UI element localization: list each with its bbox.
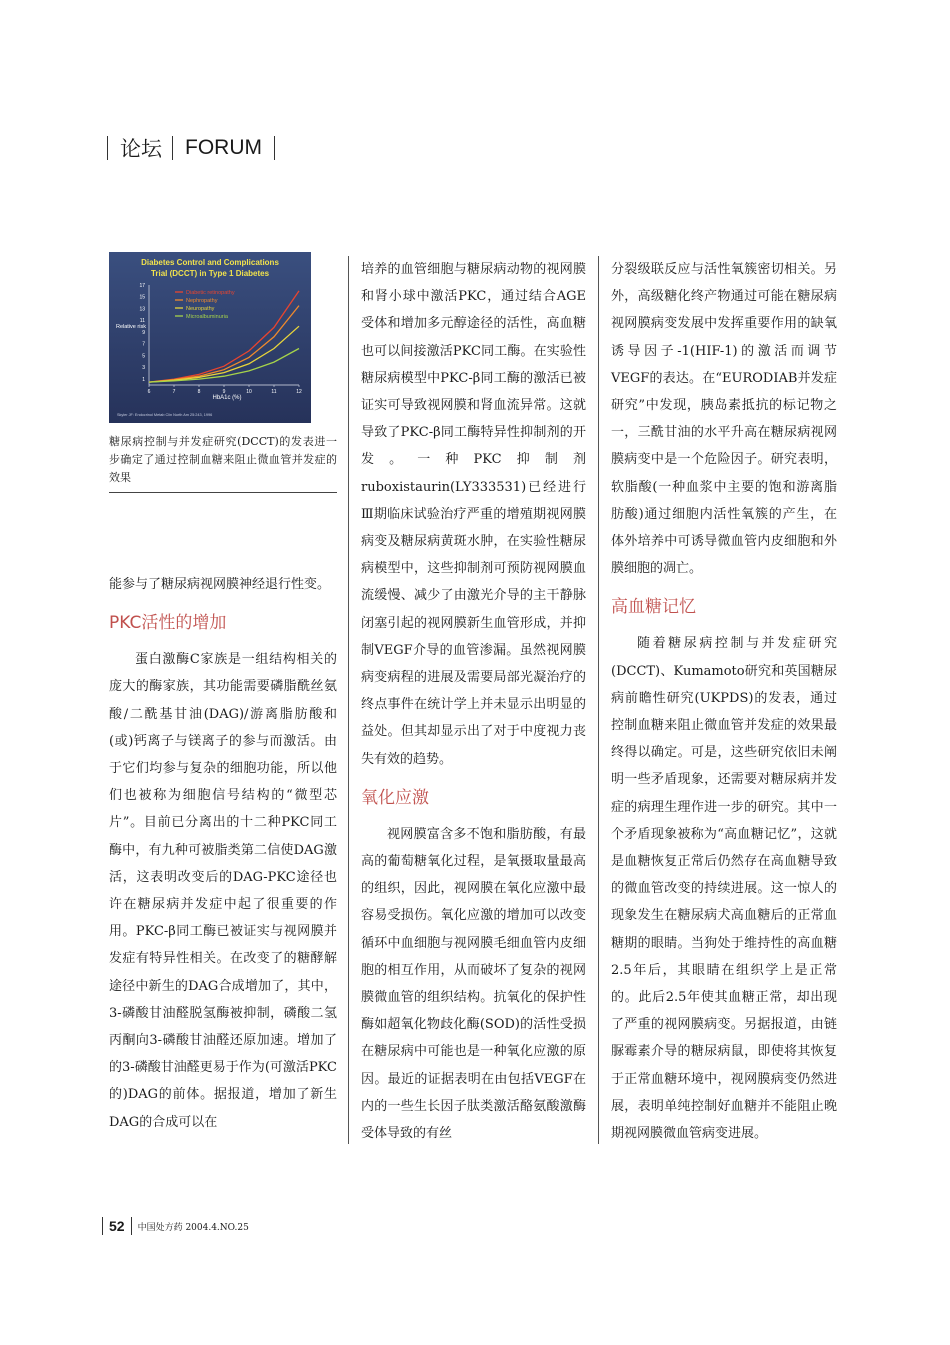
text-column-1 [109,571,337,1136]
page-footer [102,1215,249,1237]
chart-legend-label: Nephropathy [186,298,218,304]
chart-legend-label: Diabetic retinopathy [186,290,235,296]
text-column-2 [361,256,586,1147]
chart-y-tick-label: 1 [142,376,145,383]
chart-y-tick-label: 13 [139,306,145,313]
paragraph: 视网膜富含多不饱和脂肪酸，有最高的葡萄糖氧化过程，是氧摄取量最高的组织，因此，视网膜在氧化应激中最容易受损伤。氧化应激的增加可以改变循环中血细胞与视网膜毛细血管内皮细胞的相互作用，从而破坏了复杂的视网膜微血管的组织结构。抗氧化的保护性酶如超氧化物歧化酶(SOD)的活性受损在糖尿病中可能也是一种氧化应激的原因。最近的证据表明在由包括VEGF在内的一些生长因子肽类激活酪氨酸激酶受体导致的有丝 [361,826,586,1142]
chart-source-note: Skyler JF: Endocrinol Metab Clin North Am 25:243, 1996 [117,413,213,417]
section-title-cn: 论坛 [120,137,162,161]
chart-y-tick-label: 11 [139,318,145,325]
journal-info: 中国处方药 2004.4.NO.25 [137,1222,249,1233]
divider [131,1217,132,1235]
section-heading-oxidative-stress: 氧化应激 [361,787,429,808]
chart-y-axis-label: Relative risk [116,324,146,330]
paragraph: 能参与了糖尿病视网膜神经退行性变。 [109,577,331,592]
column-rule [348,256,349,1144]
chart-y-tick-label: 9 [142,329,145,336]
chart-x-tick-label: 6 [147,389,151,395]
chart-x-tick-label: 9 [222,389,226,395]
dcct-chart-figure [109,252,311,423]
paragraph: 随着糖尿病控制与并发症研究(DCCT)、Kumamoto研究和英国糖尿病前瞻性研究(UKPDS)的发表，通过控制血糖来阻止微血管并发症的效果最终得以确定。可是，这些研究依旧未阐明一些矛盾现象，还需要对糖尿病并发症的病理生理作进一步的研究。其中一个矛盾现象被称为“高血糖记忆”，这就是血糖恢复正常后仍然存在高血糖导致的微血管改变的持续进展。这一惊人的现象发生在糖尿病犬高血糖后的正常血糖期的眼睛。当狗处于维持性的高血糖2.5年后，其眼睛在组织学上是正常的。此后2.5年使其血糖正常，却出现了严重的视网膜病变。另据报道，由链脲霉素介导的糖尿病鼠，即使将其恢复于正常血糖环境中，视网膜病变仍然进展，表明单纯控制好血糖并不能阻止晚期视网膜微血管病变进展。 [611,636,837,1142]
chart-x-tick-label: 12 [296,389,302,395]
divider [102,1217,103,1235]
page-number: 52 [109,1218,125,1234]
section-heading-hyperglycemic-memory: 高血糖记忆 [611,597,696,618]
chart-x-tick-label: 7 [172,389,176,395]
section-title-en: FORUM [185,136,262,159]
paragraph: 培养的血管细胞与糖尿病动物的视网膜和肾小球中激活PKC，通过结合AGE受体和增加多元醇途径的活性，高血糖也可以间接激活PKC同工酶。在实验性糖尿病模型中PKC-β同工酶的激活已被证实可导致视网膜和肾血流异常。这就导致了PKC-β同工酶特异性抑制剂的开发。一种PKC抑制剂ruboxistaurin(LY333531)已经进行Ⅲ期临床试验治疗严重的增殖期视网膜病变及糖尿病黄斑水肿，在实验性糖尿病模型中，这些抑制剂可预防视网膜血流缓慢、减少了由激光介导的主干静脉闭塞引起的视网膜新生血管形成，并抑制VEGF介导的血管渗漏。虽然视网膜病变病程的进展及需要局部光凝治疗的终点事件在统计学上并未显示出明显的益处。但其却显示出了对于中度视力丧失有效的趋势。 [361,262,586,767]
paragraph: 蛋白激酶C家族是一组结构相关的庞大的酶家族，其功能需要磷脂酰丝氨酸/二酰基甘油(DAG)/游离脂肪酸和(或)钙离子与镁离子的参与而激活。由于它们均参与复杂的细胞功能，所以他们也被称为细胞信号结构的“微型芯片”。目前已分离出的十二种PKC同工酶中，有九种可被脂类第二信使DAG激活，这表明改变后的DAG-PKC途径也许在糖尿病并发症中起了很重要的作用。PKC-β同工酶已被证实与视网膜并发症有特异性相关。在改变了的糖酵解途径中新生的DAG合成增加了，其中，3-磷酸甘油醛脱氢酶被抑制，磷酸二氢丙酮向3-磷酸甘油醛还原加速。增加了的3-磷酸甘油醛更易于作为(可激活PKC的)DAG的前体。据报道，增加了新生DAG的合成可以在 [109,652,337,1130]
chart-title-line1: Diabetes Control and Complications [141,258,279,267]
dcct-chart [109,252,311,423]
chart-y-tick-label: 15 [139,294,145,301]
chart-x-tick-label: 11 [271,389,277,395]
divider [274,136,275,160]
section-heading-pkc: PKC活性的增加 [109,613,227,634]
chart-legend-label: Microalbuminuria [186,314,228,320]
chart-y-tick-label: 3 [142,365,145,372]
section-header [107,134,275,162]
chart-x-axis-label: HbA1c (%) [212,395,242,401]
chart-x-tick-label: 10 [246,389,252,395]
chart-x-tick-label: 8 [197,389,201,395]
caption-rule [109,492,337,493]
paragraph: 分裂级联反应与活性氧簇密切相关。另外，高级糖化终产物通过可能在糖尿病视网膜病变发展中发挥重要作用的缺氧诱导因子-1(HIF-1)的激活而调节VEGF的表达。在“EURODIAB并发症研究”中发现，胰岛素抵抗的标记物之一，三酰甘油的水平升高在糖尿病视网膜病变中是一个危险因子。研究表明，软脂酸(一种血浆中主要的饱和游离脂肪酸)通过细胞内活性氧簇的产生，在体外培养中可诱导微血管内皮细胞和外膜细胞的凋亡。 [611,262,837,577]
chart-title-line2: Trial (DCCT) in Type 1 Diabetes [150,269,270,278]
divider [172,136,173,160]
chart-legend-label: Neuropathy [186,306,215,312]
divider [107,136,108,160]
column-rule [598,256,599,1144]
text-column-3 [611,256,837,1147]
figure-caption: 糖尿病控制与并发症研究(DCCT)的发表进一步确定了通过控制血糖来阻止微血管并发症的效果 [109,435,337,484]
chart-y-tick-label: 7 [142,341,145,348]
chart-y-tick-label: 5 [142,353,145,360]
chart-y-tick-label: 17 [139,282,145,289]
